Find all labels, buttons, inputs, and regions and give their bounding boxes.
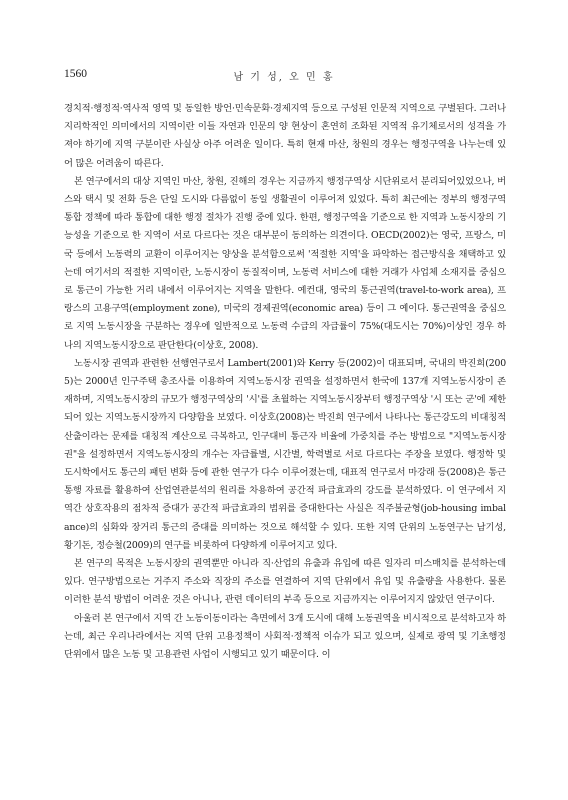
paragraph-4: 본 연구의 목적은 노동시장의 권역뿐만 아니라 직·산업의 유출과 유입에 따른 일자리 미스매치를 분석하는데 있다. 연구방법으로는 거주지 주소와 직장의 주소를 연결하여 지역 단위에서 유입 및 유출량을 사용한다. 물론 이러한 분석 방법이 어려운 것은 아니나, 관련 데이터의 부족 등으로 지금까지는 이루어지지 않았던 연구이다. <box>64 558 506 606</box>
page-number: 1560 <box>64 68 87 80</box>
paragraph-3: 노동시장 권역과 관련한 선행연구로서 Lambert(2001)와 Kerry 등(2002)이 대표되며, 국내의 박진희(2005)는 2000년 인구주택 총조사를 이용하여 지역노동시장 권역을 설정하면서 한국에 137개 지역노동시장이 존재하며, 지역노동시장의 규모가 행정구역상의 '시'를 초월하는 지역노동시장부터 행정구역상 '시 또는 군'에 제한되어 있는 지역노동시장까지 다양함을 보였다. 이상호(2008)는 박진희 연구에서 나타나는 통근강도의 비대칭적 산출이라는 문제를 대칭적 계산으로 극복하고, 인구대비 통근자 비율에 가중치를 주는 방법으로 "지역노동시장권"을 설정하면서 지역노동시장의 개수는 자급률별, 시간별, 학력별로 서로 다르다는 주장을 보였다. 행정학 및 도시학에서도 통근의 패턴 변화 등에 관한 연구가 다수 이루어졌는데, 대표적 연구로서 마강래 등(2008)은 통근통행 자료를 활용하여 산업연관분석의 원리를 차용하여 공간적 파급효과의 강도를 분석하였다. 이 연구에서 지역간 상호작용의 점차적 증대가 공간적 파급효과의 범위를 증대한다는 사실은 직주불균형(job-housing imbalance)의 심화와 장거리 통근의 증대를 의미하는 것으로 해석할 수 있다. 또한 지역 단위의 노동연구는 남기성, 황기돈, 정승철(2009)의 연구를 비롯하여 다양하게 이루어지고 있다. <box>64 357 506 551</box>
paragraph-1: 경치적·행정적·역사적 영역 및 동일한 방언·민속문화·경제지역 등으로 구성된 인문적 지역으로 구별된다. 그러나 지리학적인 의미에서의 지역이란 이들 자연과 인문의 양 현상이 혼연히 조화된 지역적 유기체로서의 성격을 가져야 하기에 지역 구분이란 사실상 아주 어려운 일이다. 특히 현재 마산, 창원의 경우는 행정구역을 나누는데 있어 많은 어려움이 따른다. <box>64 103 506 169</box>
page-header <box>64 68 504 84</box>
body-text <box>64 100 506 664</box>
running-head-authors: 남 기 성, 오 민 홍 <box>233 72 335 83</box>
paragraph-2: 본 연구에서의 대상 지역인 마산, 창원, 진해의 경우는 지금까지 행정구역상 시단위로서 분리되어있었으나, 버스와 택시 및 전화 등은 단일 도시와 다름없이 동일 생활권이 이루어져 있었다. 특히 최근에는 정부의 행정구역 통합 정책에 따라 통합에 대한 행정 절차가 진행 중에 있다. 한편, 행정구역을 기준으로 한 지역과 노동시장의 기능성을 기준으로 한 지역이 서로 다르다는 것은 대부분이 동의하는 의견이다. OECD(2002)는 영국, 프랑스, 미국 등에서 노동력의 교환이 이루어지는 양상을 분석함으로써 '적절한 지역'을 파악하는 접근방식을 채택하고 있는데 여기서의 적절한 지역이란, 노동시장이 동질적이며, 노동력 서비스에 대한 거래가 사업체 소재지를 중심으로 통근이 가능한 거리 내에서 이루어지는 지역을 말한다. 예컨대, 영국의 통근권역(travel-to-work area), 프랑스의 고용구역(employment zone), 미국의 경제권역(economic area) 등이 그 예이다. 통근권역을 중심으로 지역 노동시장을 구분하는 경우에 일반적으로 노동력 수급의 자급률이 75%(대도시는 70%)이상인 경우 하나의 지역노동시장으로 판단한다(이상호, 2008). <box>64 175 506 351</box>
paragraph-5: 아울러 본 연구에서 지역 간 노동이동이라는 측면에서 3개 도시에 대해 노동권역을 비시적으로 분석하고자 하는데, 최근 우리나라에서는 지역 단위 고용정책이 사회적·정책적 이슈가 되고 있으며, 실제로 광역 및 기초행정단위에서 많은 노동 및 고용관련 사업이 시행되고 있기 때문이다. 이 <box>64 612 506 661</box>
